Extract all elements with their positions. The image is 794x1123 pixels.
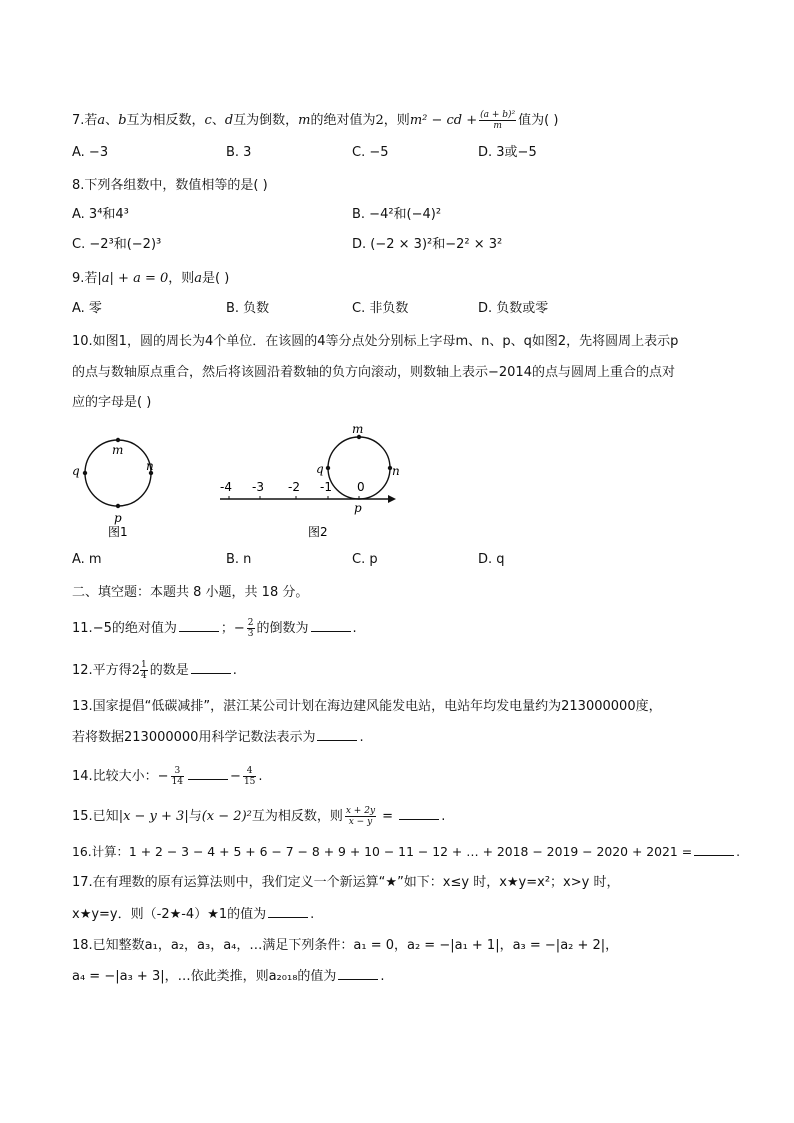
tick-label: -2 [288, 480, 300, 494]
q9-text: ，则 [168, 271, 195, 286]
label-m: m [112, 443, 124, 457]
q16-text: . [736, 844, 741, 859]
label-n: n [392, 464, 400, 478]
q17-text: x★y=y．则（-2★-4）★1的值为 [72, 907, 267, 922]
q11-text: 11. [72, 621, 93, 636]
fraction-denominator: 4 [140, 671, 147, 681]
q16-text: 16.计算：1 + 2 − 3 − 4 + 5 + 6 − 7 − 8 + 9 + 10 − 11 − 12 + … + 2018 − 2019 − 2020 + 2021 = [72, 844, 693, 859]
var-d: d [224, 113, 234, 128]
point-m [116, 438, 120, 442]
q15-expression: |x − y + 3| [118, 809, 189, 824]
fraction-denominator: 14 [171, 777, 184, 787]
q7-option-d: D. 3或−5 [478, 145, 537, 160]
q10-option-c: C. p [352, 552, 378, 567]
q17-text: . [310, 907, 315, 922]
question-13-line-2 [72, 728, 364, 747]
label-q: q [72, 464, 80, 478]
q7-text: 互为倒数， [233, 113, 299, 128]
q15-text: = [378, 809, 398, 824]
figure-1-caption: 图1 [108, 525, 128, 539]
answer-blank[interactable] [399, 807, 439, 820]
question-10-line-2: 的点与数轴原点重合，然后将该圆沿着数轴的负方向滚动，则数轴上表示−2014的点与圆周上重合的点对 [72, 365, 675, 380]
q15-fraction [345, 806, 376, 827]
q10-option-d: D. q [478, 552, 505, 567]
answer-blank[interactable] [694, 843, 734, 856]
tick-label: 0 [357, 480, 365, 494]
answer-blank[interactable] [311, 619, 351, 632]
q11-text: . [352, 621, 357, 636]
q7-text: 、 [211, 113, 225, 128]
q11-text: 的倒数为 [256, 621, 309, 636]
tick-label: -4 [220, 480, 232, 494]
fraction-numerator: (a + b)² [480, 110, 516, 120]
q9-option-d: D. 负数或零 [478, 301, 549, 316]
q7-text: 互为相反数， [126, 113, 205, 128]
label-n: n [146, 459, 154, 473]
q7-option-a: A. −3 [72, 145, 109, 160]
question-10-line-3: 应的字母是( ) [72, 395, 152, 410]
q15-text: 15.已知 [72, 809, 119, 824]
fraction-denominator: 15 [243, 777, 256, 787]
question-8-stem: 8.下列各组数中，数值相等的是( ) [72, 178, 268, 193]
figure-2-caption: 图2 [308, 525, 328, 539]
question-15 [72, 806, 445, 827]
q7-text: ，则 [383, 113, 410, 128]
q14-text: − [230, 769, 241, 784]
label-p: p [114, 511, 122, 525]
q14-fraction-2 [243, 766, 256, 787]
fraction-numerator: x + 2y [345, 806, 376, 816]
q13-text: 若将数据213000000用科学记数法表示为 [72, 730, 316, 745]
fraction-denominator: x − y [348, 817, 373, 827]
q7-number: 2 [375, 113, 384, 128]
q12-text: 12.平方得 [72, 663, 132, 678]
answer-blank[interactable] [338, 967, 378, 980]
question-9-stem [72, 270, 229, 288]
question-7-stem [72, 110, 558, 131]
q10-option-a: A. m [72, 552, 102, 567]
var-b: b [118, 113, 127, 128]
q15-text: 互为相反数，则 [251, 809, 343, 824]
fraction-numerator: 1 [140, 660, 147, 670]
q14-text: . [258, 769, 263, 784]
point-q [326, 466, 330, 470]
q14-text: 14.比较大小：− [72, 769, 169, 784]
var-m: m [298, 113, 311, 128]
q12-fraction [140, 660, 148, 681]
q8-option-b: B. −4²和(−4)² [352, 207, 442, 222]
fraction-denominator: 3 [247, 629, 254, 639]
fraction-denominator: m [493, 121, 502, 131]
question-17-line-1: 17.在有理数的原有运算法则中，我们定义一个新运算“★”如下：x≤y 时，x★y=x²；x>y 时， [72, 875, 620, 890]
question-18-line-1: 18.已知整数a₁，a₂，a₃，a₄，…满足下列条件：a₁ = 0，a₂ = −|a₁ + 1|，a₃ = −|a₂ + 2|， [72, 938, 619, 953]
answer-blank[interactable] [179, 619, 219, 632]
tick-label: -3 [252, 480, 264, 494]
question-11 [72, 618, 357, 639]
point-q [83, 471, 87, 475]
var-c: c [204, 113, 212, 128]
label-q: q [316, 462, 324, 476]
q7-text: 、 [105, 113, 119, 128]
point-p [116, 504, 120, 508]
answer-blank[interactable] [268, 905, 308, 918]
q15-text: 与 [188, 809, 202, 824]
question-14 [72, 766, 263, 787]
q7-text: 7.若 [72, 113, 98, 128]
fraction-numerator: 2 [247, 618, 254, 628]
q12-text: . [232, 663, 237, 678]
tick-label: -1 [320, 480, 332, 494]
q11-text: − [233, 621, 245, 636]
q18-text: a₄ = −|a₃ + 3|，…依此类推，则a₂₀₁₈的值为 [72, 969, 337, 984]
q15-text: . [441, 809, 446, 824]
label-m: m [352, 422, 364, 436]
q12-text: 的数是 [149, 663, 189, 678]
q11-fraction [247, 618, 255, 639]
var-a: a [97, 113, 106, 128]
q10-option-b: B. n [226, 552, 252, 567]
q9-text: 是( ) [202, 271, 230, 286]
question-18-line-2 [72, 967, 385, 986]
fraction-numerator: 3 [171, 766, 184, 777]
q9-option-a: A. 零 [72, 301, 102, 316]
q9-text: 9.若 [72, 271, 98, 286]
q8-option-a: A. 3⁴和4³ [72, 207, 129, 222]
q7-text: 的绝对值为 [310, 113, 376, 128]
q12-number: 2 [131, 663, 140, 678]
question-10-line-1: 10.如图1，圆的周长为4个单位．在该圆的4等分点处分别标上字母m、n、p、q如图2，先将圆周上表示p [72, 334, 679, 349]
q7-text: 值为( ) [518, 113, 559, 128]
answer-blank[interactable] [317, 728, 357, 741]
q15-expression: (x − 2)² [201, 809, 252, 824]
answer-blank[interactable] [191, 661, 231, 674]
q9-option-b: B. 负数 [226, 301, 270, 316]
q13-text: . [359, 730, 364, 745]
answer-blank[interactable] [188, 767, 228, 780]
section-2-heading: 二、填空题：本题共 8 小题，共 18 分。 [72, 585, 309, 600]
question-12 [72, 660, 237, 681]
q9-expression: |a| + a = 0 [97, 271, 169, 286]
q18-text: . [380, 969, 385, 984]
figure-2-number-line-diagram [212, 420, 402, 546]
q14-fraction-1 [171, 766, 184, 787]
fraction-numerator: 4 [243, 766, 256, 777]
q7-expression: m² − cd + [409, 113, 478, 128]
number-line-arrow-icon [388, 495, 396, 503]
figure-1-circle-diagram [66, 432, 166, 542]
q11-text: −5的绝对值为 [92, 621, 177, 636]
q9-option-c: C. 非负数 [352, 301, 409, 316]
q8-option-c: C. −2³和(−2)³ [72, 237, 162, 252]
q8-option-d: D. (−2 × 3)²和−2² × 3² [352, 237, 503, 252]
q7-option-c: C. −5 [352, 145, 389, 160]
question-17-line-2 [72, 905, 314, 924]
q7-fraction [479, 110, 516, 131]
question-13-line-1: 13.国家提倡“低碳减排”，湛江某公司计划在海边建风能发电站，电站年均发电量约为213000000度， [72, 699, 662, 714]
label-p: p [354, 501, 362, 515]
q11-text: ； [220, 621, 234, 636]
var-a: a [194, 271, 203, 286]
question-16 [72, 843, 740, 861]
q7-option-b: B. 3 [226, 145, 252, 160]
